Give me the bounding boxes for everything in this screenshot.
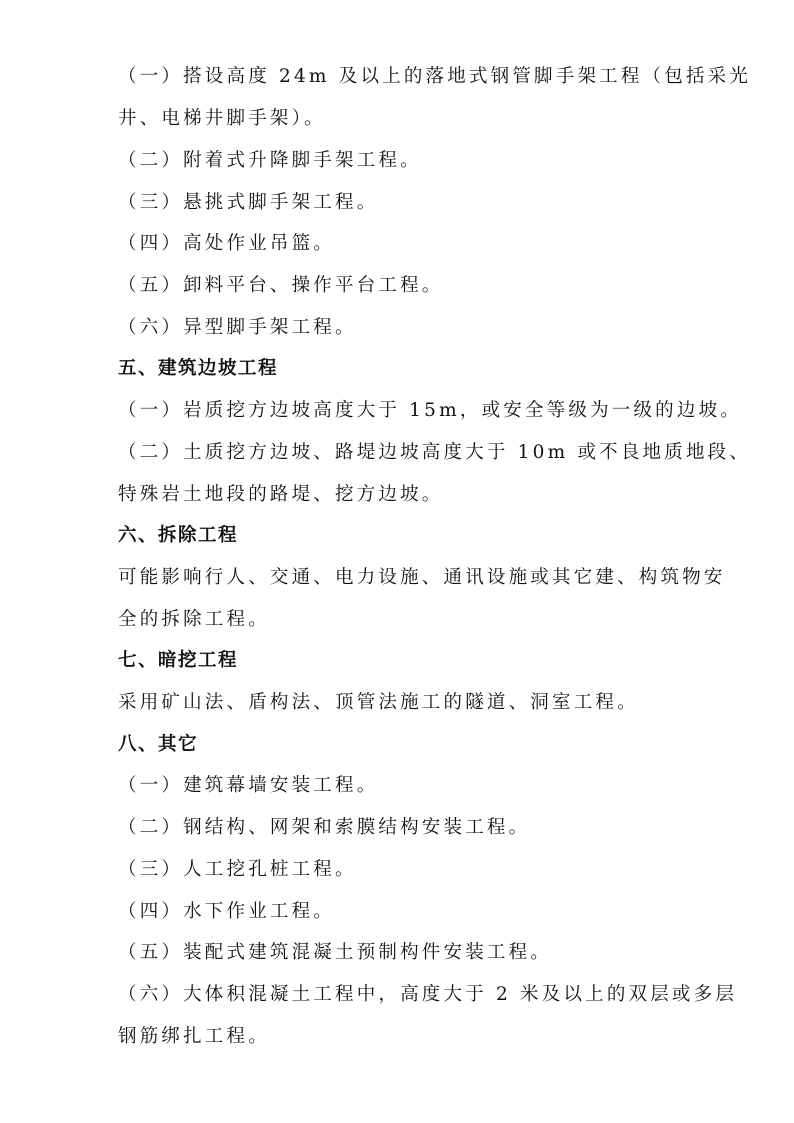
section-heading: 五、建筑边坡工程 [118, 358, 279, 379]
paragraph-line: （一）搭设高度 24m 及以上的落地式钢管脚手架工程（包括采光 [118, 66, 752, 87]
paragraph-continuation: 全的拆除工程。 [118, 609, 270, 630]
paragraph-line: （二）钢结构、网架和索膜结构安装工程。 [118, 817, 531, 838]
section-heading: 六、拆除工程 [118, 525, 239, 546]
paragraph-line: （五）卸料平台、操作平台工程。 [118, 275, 444, 296]
paragraph-line: （六）异型脚手架工程。 [118, 317, 357, 338]
paragraph-line: （三）悬挑式脚手架工程。 [118, 192, 379, 213]
paragraph-line: （四）水下作业工程。 [118, 901, 336, 922]
section-heading: 七、暗挖工程 [118, 650, 239, 671]
paragraph-line: （三）人工挖孔桩工程。 [118, 859, 357, 880]
paragraph-line: （四）高处作业吊篮。 [118, 233, 336, 254]
paragraph-line: （二）附着式升降脚手架工程。 [118, 150, 422, 171]
section-heading: 八、其它 [118, 734, 199, 755]
paragraph-line: 采用矿山法、盾构法、顶管法施工的隧道、洞室工程。 [118, 692, 639, 713]
paragraph-line: （六）大体积混凝土工程中，高度大于 2 米及以上的双层或多层 [118, 984, 738, 1005]
paragraph-line: （五）装配式建筑混凝土预制构件安装工程。 [118, 942, 553, 963]
paragraph-continuation: 井、电梯井脚手架）。 [118, 108, 326, 129]
paragraph-continuation: 钢筋绑扎工程。 [118, 1026, 270, 1047]
paragraph-line: （二）土质挖方边坡、路堤边坡高度大于 10m 或不良地质地段、 [118, 442, 752, 463]
paragraph-line: 可能影响行人、交通、电力设施、通讯设施或其它建、构筑物安 [118, 567, 726, 588]
paragraph-line: （一）岩质挖方边坡高度大于 15m，或安全等级为一级的边坡。 [118, 400, 742, 421]
paragraph-line: （一）建筑幕墙安装工程。 [118, 775, 379, 796]
paragraph-continuation: 特殊岩土地段的路堤、挖方边坡。 [118, 484, 444, 505]
